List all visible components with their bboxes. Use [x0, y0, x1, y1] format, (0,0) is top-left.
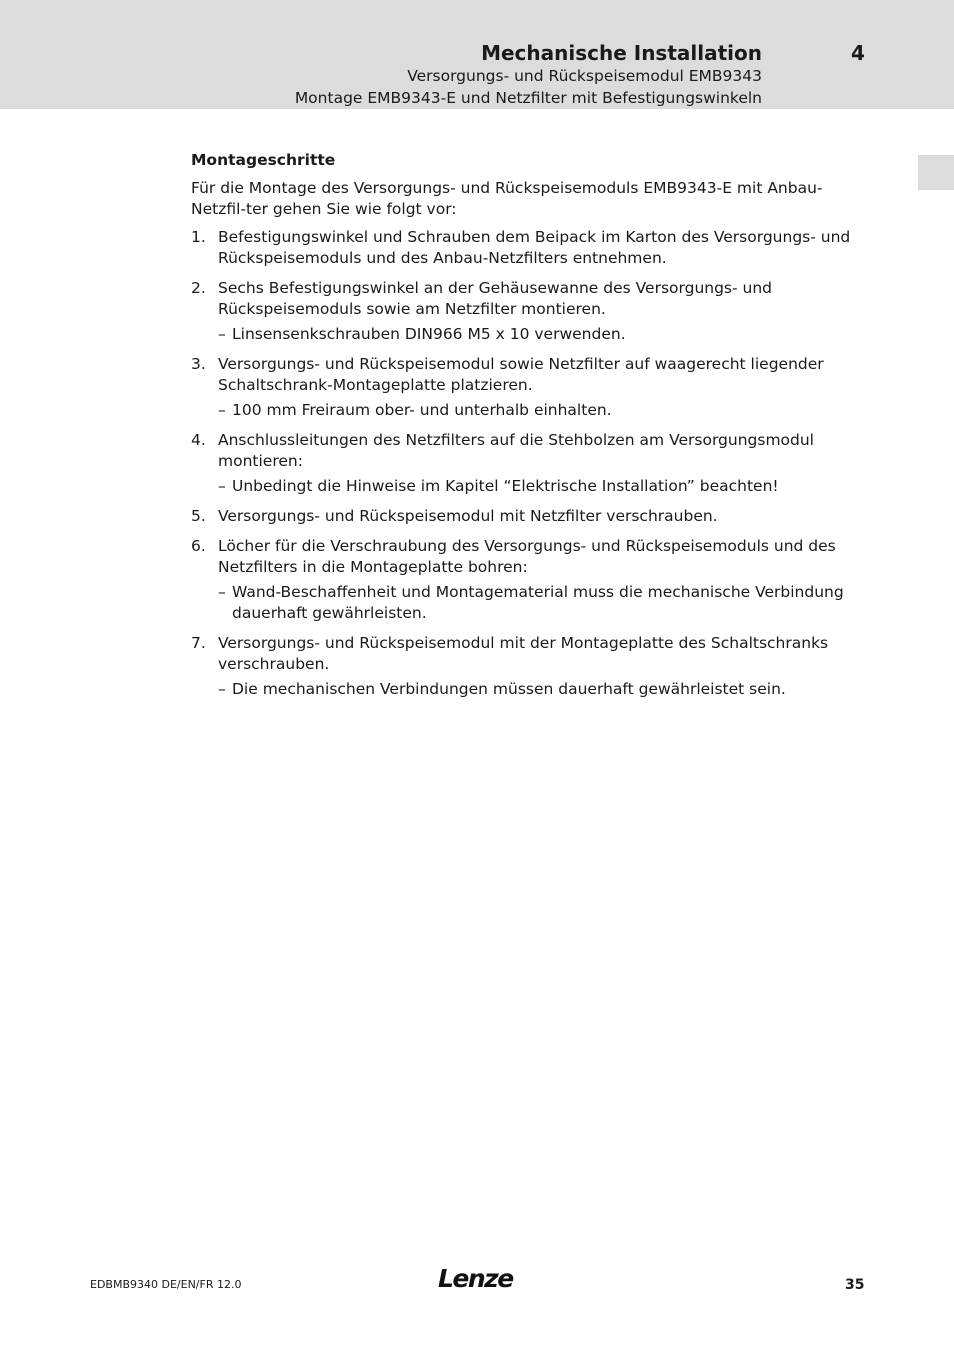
step-number: 2.: [191, 279, 206, 297]
section-heading: Montageschritte: [191, 151, 336, 169]
note-text: Linsensenkschrauben DIN966 M5 x 10 verwenden.: [232, 325, 626, 343]
step-text: Versorgungs- und Rückspeisemodul mit der Montageplatte des Schaltschranks verschrauben.: [218, 634, 829, 673]
main-content: [191, 150, 871, 709]
lenze-logo: Lenze: [438, 1264, 513, 1293]
step-number: 5.: [191, 507, 206, 525]
step-note: [218, 400, 871, 421]
step-text: Versorgungs- und Rückspeisemodul sowie Netzfilter auf waagerecht liegender Schaltschrank-Montageplatte platzieren.: [218, 355, 824, 394]
chapter-side-tab: [918, 155, 954, 190]
step-text: Befestigungswinkel und Schrauben dem Beipack im Karton des Versorgungs- und Rückspeisemoduls und des Anbau-Netzfilters entnehmen.: [218, 228, 851, 267]
dash-marker: –: [218, 583, 226, 601]
list-item: [191, 354, 871, 421]
note-text: 100 mm Freiraum ober- und unterhalb einhalten.: [232, 401, 612, 419]
step-text: Anschlussleitungen des Netzfilters auf die Stehbolzen am Versorgungsmodul montieren:: [218, 431, 814, 470]
dash-marker: –: [218, 401, 226, 419]
note-text: Wand-Beschaffenheit und Montagematerial muss die mechanische Verbindung dauerhaft gewährleisten.: [232, 583, 844, 622]
list-item: [191, 278, 871, 345]
step-note: [218, 324, 871, 345]
document-id: EDBMB9340 DE/EN/FR 12.0: [90, 1278, 242, 1291]
list-item: [191, 536, 871, 624]
list-item: [191, 506, 871, 527]
dash-marker: –: [218, 680, 226, 698]
note-text: Die mechanischen Verbindungen müssen dauerhaft gewährleistet sein.: [232, 680, 786, 698]
dash-marker: –: [218, 477, 226, 495]
step-number: 3.: [191, 355, 206, 373]
step-number: 4.: [191, 431, 206, 449]
page-subtitle-1: Versorgungs- und Rückspeisemodul EMB9343: [407, 67, 762, 85]
list-item: [191, 430, 871, 497]
step-number: 1.: [191, 228, 206, 246]
list-item: [191, 633, 871, 700]
step-text: Versorgungs- und Rückspeisemodul mit Netzfilter verschrauben.: [218, 507, 718, 525]
chapter-number: 4: [851, 41, 865, 65]
page-title: Mechanische Installation: [481, 41, 762, 65]
step-text: Löcher für die Verschraubung des Versorgungs- und Rückspeisemoduls und des Netzfilters in die Montageplatte bohren:: [218, 537, 836, 576]
page-subtitle-2: Montage EMB9343-E und Netzfilter mit Befestigungswinkeln: [294, 89, 762, 107]
step-note: [218, 679, 871, 700]
dash-marker: –: [218, 325, 226, 343]
steps-list: [191, 227, 871, 700]
step-note: [218, 476, 871, 497]
step-number: 6.: [191, 537, 206, 555]
page-number: 35: [845, 1277, 865, 1293]
step-text: Sechs Befestigungswinkel an der Gehäusewanne des Versorgungs- und Rückspeisemoduls sowie am Netzfilter montieren.: [218, 279, 773, 318]
step-note: [218, 582, 871, 624]
list-item: [191, 227, 871, 269]
intro-paragraph: Für die Montage des Versorgungs- und Rückspeisemoduls EMB9343-E mit Anbau-Netzfil-ter gehen Sie wie folgt vor:: [191, 179, 823, 218]
note-text: Unbedingt die Hinweise im Kapitel “Elektrische Installation” beachten!: [232, 477, 779, 495]
step-number: 7.: [191, 634, 206, 652]
